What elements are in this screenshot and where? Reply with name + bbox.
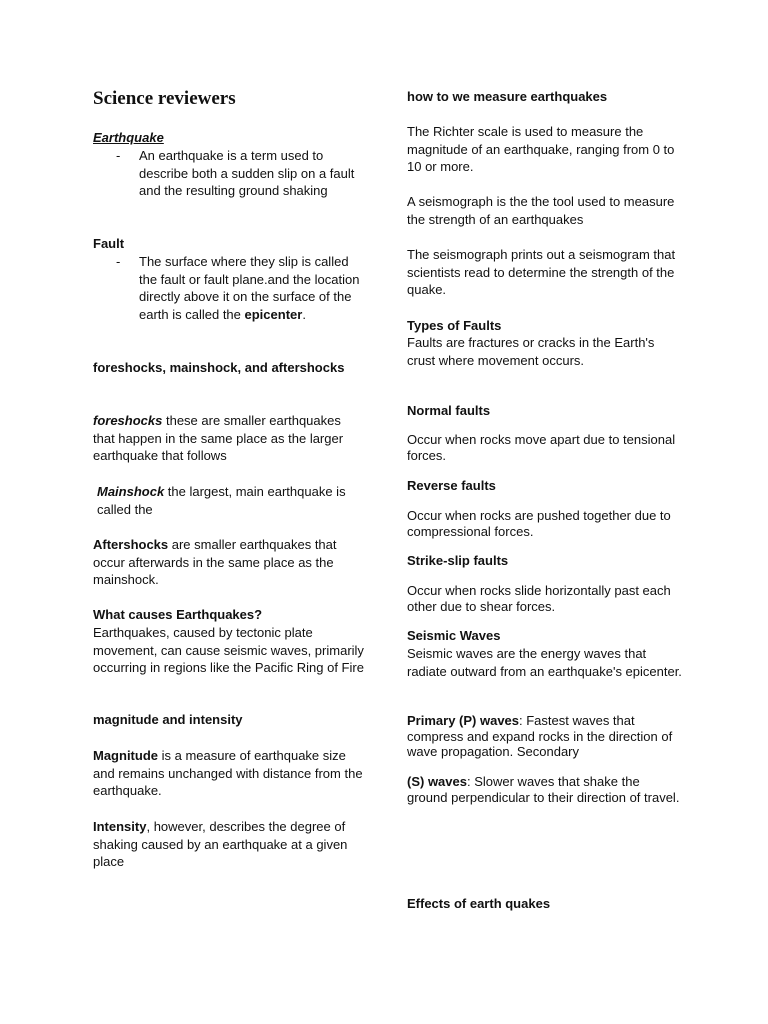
shocks-heading: foreshocks, mainshock, and aftershocks	[93, 360, 345, 375]
strike-slip-heading: Strike-slip faults	[407, 553, 509, 568]
bullet-dash: -	[116, 254, 121, 269]
seismic-waves-text: Seismic waves are the energy waves that radiate outward from an earthquake's epicenter.	[407, 646, 682, 679]
fault-heading: Fault	[93, 236, 125, 251]
bullet-dash: -	[116, 148, 121, 163]
intensity-term: Intensity	[93, 819, 147, 834]
effects-heading: Effects of earth quakes	[407, 896, 551, 911]
normal-faults-text: Occur when rocks move apart due to tensional forces.	[407, 432, 676, 463]
epicenter-term: epicenter	[244, 306, 303, 322]
richter-text: The Richter scale is used to measure the magnitude of an earthquake, ranging from 0 to 10 or more.	[407, 124, 675, 175]
earthquake-heading: Earthquake	[93, 130, 164, 145]
magnitude-paragraph	[93, 747, 365, 800]
aftershocks-paragraph	[93, 536, 365, 589]
types-of-faults-heading: Types of Faults	[407, 318, 502, 333]
foreshocks-term: foreshocks	[93, 413, 163, 428]
normal-faults-heading: Normal faults	[407, 403, 491, 418]
fault-definition	[93, 253, 365, 323]
seismograph-text: A seismograph is the the tool used to measure the strength of an earthquakes	[407, 194, 675, 227]
measure-heading: how to we measure earthquakes	[407, 89, 608, 104]
magnitude-intensity-heading: magnitude and intensity	[93, 712, 243, 727]
bullet-text	[139, 253, 365, 323]
secondary-waves-text: : Slower waves that shake the ground perpendicular to their direction of travel.	[407, 774, 680, 805]
fault-text: The surface where they slip is called the fault or fault plane.and the location directly above it on the surface of the earth is called the	[139, 254, 360, 322]
bullet-text: An earthquake is a term used to describe both a sudden slip on a fault and the resulting ground shaking	[139, 148, 355, 199]
primary-waves-term: Primary (P) waves	[407, 713, 520, 728]
secondary-waves-term: (S) waves	[407, 774, 467, 789]
mainshock-paragraph	[97, 483, 365, 518]
page-title: Science reviewers	[93, 88, 236, 109]
causes-text: Earthquakes, caused by tectonic plate movement, can cause seismic waves, primarily occurring in regions like the Pacific Ring of Fire	[93, 625, 364, 676]
magnitude-text: is a measure of earthquake size and remains unchanged with distance from the earthquake.	[93, 748, 363, 799]
intensity-paragraph	[93, 818, 365, 871]
aftershocks-text: are smaller earthquakes that occur afterwards in the same place as the mainshock.	[93, 537, 337, 588]
aftershocks-term: Aftershocks	[93, 537, 169, 552]
causes-heading: What causes Earthquakes?	[93, 607, 263, 622]
strike-slip-text: Occur when rocks slide horizontally past each other due to shear forces.	[407, 583, 671, 614]
magnitude-term: Magnitude	[93, 748, 158, 763]
intensity-text: , however, describes the degree of shaking caused by an earthquake at a given place	[93, 819, 348, 870]
foreshocks-paragraph	[93, 412, 365, 465]
primary-waves-text: : Fastest waves that compress and expand rocks in the direction of wave propagation. Secondary	[407, 713, 673, 759]
mainshock-text: the largest, main earthquake is called the	[97, 484, 346, 517]
secondary-waves-paragraph	[407, 774, 682, 805]
primary-waves-paragraph	[407, 713, 682, 760]
mainshock-term: Mainshock	[97, 484, 165, 499]
reverse-faults-heading: Reverse faults	[407, 478, 496, 493]
earthquake-definition	[93, 147, 365, 200]
reverse-faults-text: Occur when rocks are pushed together due to compressional forces.	[407, 508, 671, 539]
foreshocks-text: these are smaller earthquakes that happen in the same place as the larger earthquake that follows	[93, 413, 344, 464]
seismogram-text: The seismograph prints out a seismogram that scientists read to determine the strength of the quake.	[407, 247, 676, 298]
fault-text-end: .	[302, 306, 306, 322]
types-of-faults-text: Faults are fractures or cracks in the Earth's crust where movement occurs.	[407, 335, 655, 368]
seismic-waves-heading: Seismic Waves	[407, 628, 501, 643]
